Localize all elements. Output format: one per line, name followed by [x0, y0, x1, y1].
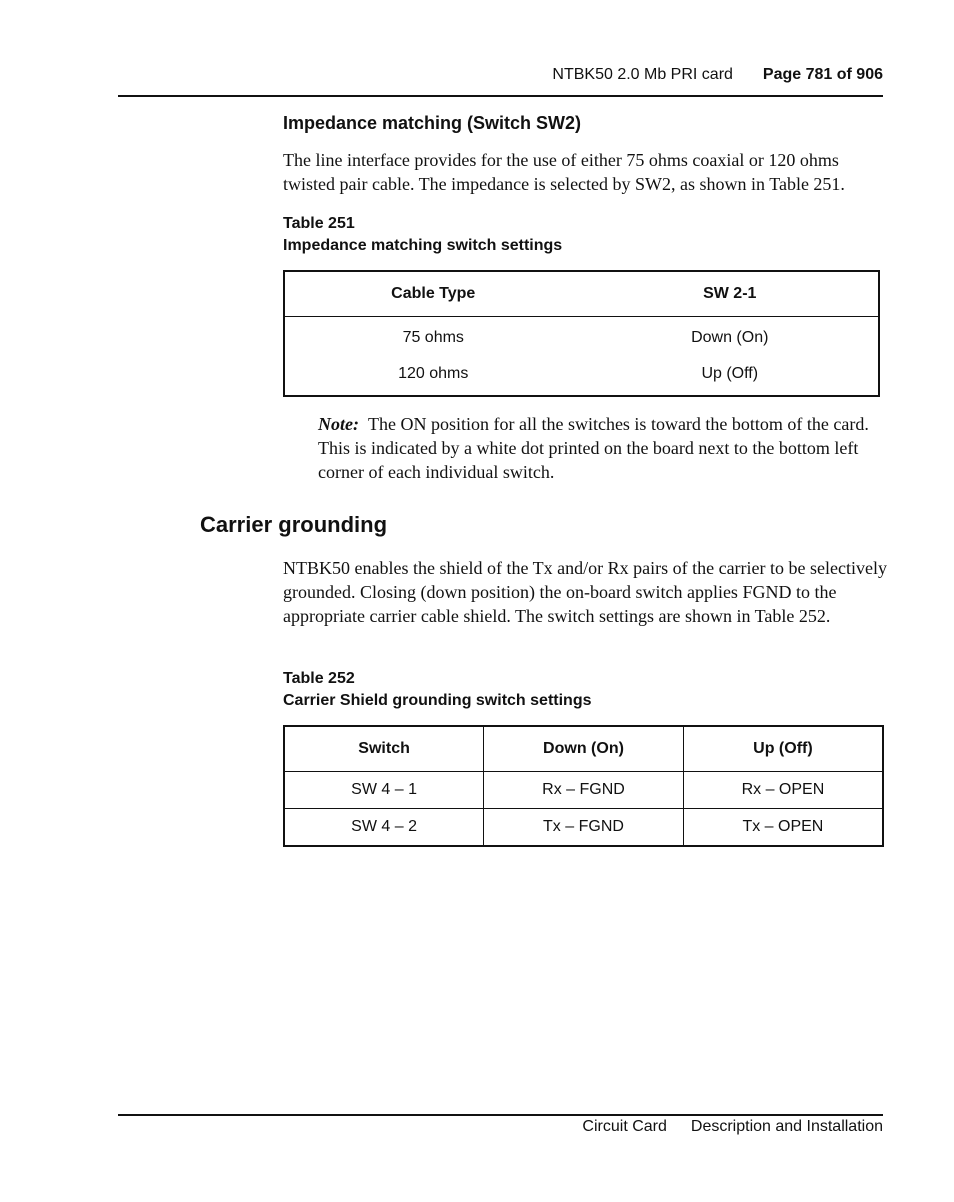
table-cell: Rx – OPEN	[683, 772, 883, 809]
column-header: SW 2-1	[582, 271, 880, 317]
table-251-title: Impedance matching switch settings	[283, 237, 563, 254]
section-heading-impedance: Impedance matching (Switch SW2)	[283, 113, 582, 133]
footer-left: Circuit Card	[582, 1118, 667, 1135]
table-row	[284, 809, 883, 847]
table-cell: SW 4 – 2	[284, 809, 484, 847]
page-footer	[582, 1118, 883, 1136]
column-header: Switch	[284, 726, 484, 772]
carrier-grounding-paragraph: NTBK50 enables the shield of the Tx and/or Rx pairs of the carrier to be selectively grounded. Closing (down position) the on-board switch applies FGND to the appropriate carrier cable shield. The switch settings are shown in Table 252.	[283, 558, 887, 626]
table-252-caption	[283, 668, 591, 712]
footer-right: Description and Installation	[690, 1118, 883, 1135]
table-cell: Tx – FGND	[484, 809, 684, 847]
table-cell: 120 ohms	[398, 365, 469, 382]
table-cell: Up (Off)	[701, 365, 759, 382]
section-heading-carrier-grounding: Carrier grounding	[200, 512, 388, 537]
table-row	[284, 317, 879, 357]
column-header: Up (Off)	[683, 726, 883, 772]
impedance-paragraph: The line interface provides for the use of either 75 ohms coaxial or 120 ohms twisted pair cable. The impedance is selected by SW2, as shown in Table 251.	[283, 150, 845, 194]
table-row	[284, 356, 879, 396]
table-cell: SW 4 – 1	[284, 772, 484, 809]
table-header-row	[284, 726, 883, 772]
note-block	[318, 412, 886, 484]
footer-rule	[118, 1114, 883, 1116]
table-header-row	[284, 271, 879, 317]
table-252-number: Table 252	[283, 670, 355, 687]
table-row	[284, 772, 883, 809]
table-cell: Down (On)	[691, 329, 769, 346]
table-cell: Tx – OPEN	[683, 809, 883, 847]
table-251-number: Table 251	[283, 215, 355, 232]
table-251-caption	[283, 213, 562, 257]
note-text: The ON position for all the switches is toward the bottom of the card. This is indicated by a white dot printed on the board next to the bottom left corner of each individual switch.	[318, 414, 869, 482]
page-header	[552, 66, 883, 84]
column-header: Cable Type	[284, 271, 582, 317]
table-cell: Rx – FGND	[484, 772, 684, 809]
table-252-title: Carrier Shield grounding switch settings	[283, 692, 592, 709]
table-cell: 75 ohms	[402, 329, 464, 346]
header-rule	[118, 95, 883, 97]
page-number: Page 781 of 906	[762, 66, 883, 83]
column-header: Down (On)	[484, 726, 684, 772]
note-label: Note:	[318, 414, 359, 434]
carrier-shield-table	[283, 725, 884, 847]
impedance-table	[283, 270, 880, 397]
document-title: NTBK50 2.0 Mb PRI card	[552, 66, 733, 83]
